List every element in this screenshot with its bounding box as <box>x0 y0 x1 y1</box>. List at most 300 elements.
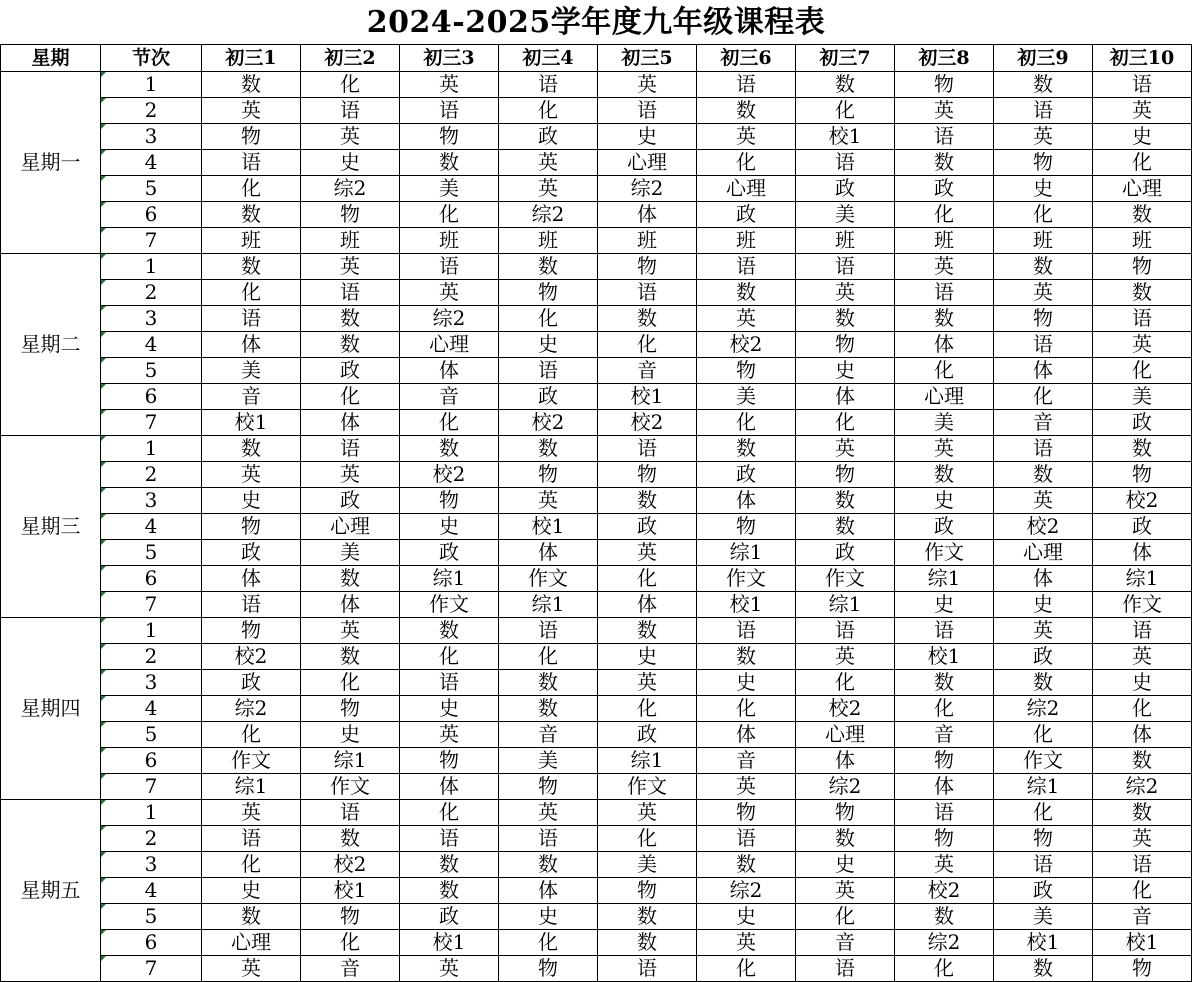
period-number: 1 <box>101 618 202 644</box>
subject-cell: 物 <box>202 124 301 150</box>
subject-cell: 校1 <box>499 514 598 540</box>
period-number: 3 <box>101 124 202 150</box>
subject-cell: 语 <box>598 956 697 982</box>
subject-cell: 校1 <box>400 930 499 956</box>
subject-cell: 数 <box>301 566 400 592</box>
subject-cell: 数 <box>598 930 697 956</box>
subject-cell: 史 <box>697 670 796 696</box>
table-row <box>1 98 1192 124</box>
subject-cell: 语 <box>400 254 499 280</box>
subject-cell: 化 <box>400 800 499 826</box>
subject-cell: 校2 <box>895 878 994 904</box>
subject-cell: 校1 <box>301 878 400 904</box>
table-row <box>1 306 1192 332</box>
subject-cell: 体 <box>400 358 499 384</box>
period-number: 3 <box>101 306 202 332</box>
subject-cell: 体 <box>697 722 796 748</box>
subject-cell: 语 <box>202 306 301 332</box>
period-number: 6 <box>101 748 202 774</box>
subject-cell: 语 <box>895 124 994 150</box>
subject-cell: 校2 <box>301 852 400 878</box>
subject-cell: 数 <box>796 72 895 98</box>
day-label: 星期四 <box>1 618 101 800</box>
subject-cell: 班 <box>895 228 994 254</box>
subject-cell: 物 <box>895 72 994 98</box>
header-class: 初三2 <box>301 45 400 72</box>
subject-cell: 综2 <box>202 696 301 722</box>
subject-cell: 化 <box>697 410 796 436</box>
subject-cell: 校1 <box>697 592 796 618</box>
subject-cell: 美 <box>697 384 796 410</box>
table-row <box>1 696 1192 722</box>
period-number: 1 <box>101 254 202 280</box>
subject-cell: 综1 <box>994 774 1093 800</box>
subject-cell: 数 <box>895 306 994 332</box>
subject-cell: 物 <box>202 514 301 540</box>
subject-cell: 心理 <box>994 540 1093 566</box>
header-class: 初三1 <box>202 45 301 72</box>
subject-cell: 数 <box>994 670 1093 696</box>
period-number: 4 <box>101 878 202 904</box>
subject-cell: 语 <box>598 98 697 124</box>
subject-cell: 化 <box>301 72 400 98</box>
subject-cell: 班 <box>301 228 400 254</box>
subject-cell: 化 <box>499 644 598 670</box>
period-number: 2 <box>101 826 202 852</box>
subject-cell: 数 <box>994 254 1093 280</box>
subject-cell: 化 <box>1093 696 1192 722</box>
subject-cell: 美 <box>1093 384 1192 410</box>
subject-cell: 体 <box>895 774 994 800</box>
subject-cell: 音 <box>796 930 895 956</box>
subject-cell: 政 <box>1093 514 1192 540</box>
subject-cell: 作文 <box>697 566 796 592</box>
subject-cell: 英 <box>598 540 697 566</box>
subject-cell: 化 <box>202 852 301 878</box>
subject-cell: 英 <box>994 618 1093 644</box>
subject-cell: 班 <box>697 228 796 254</box>
subject-cell: 语 <box>994 436 1093 462</box>
subject-cell: 化 <box>202 722 301 748</box>
subject-cell: 语 <box>499 618 598 644</box>
period-number: 6 <box>101 566 202 592</box>
subject-cell: 综2 <box>400 306 499 332</box>
subject-cell: 体 <box>499 540 598 566</box>
subject-cell: 物 <box>895 826 994 852</box>
header-row <box>1 45 1192 72</box>
header-class: 初三7 <box>796 45 895 72</box>
subject-cell: 语 <box>697 254 796 280</box>
subject-cell: 英 <box>796 644 895 670</box>
subject-cell: 物 <box>301 202 400 228</box>
subject-cell: 物 <box>1093 462 1192 488</box>
subject-cell: 体 <box>994 566 1093 592</box>
subject-cell: 校1 <box>994 930 1093 956</box>
subject-cell: 化 <box>598 566 697 592</box>
subject-cell: 数 <box>697 280 796 306</box>
subject-cell: 物 <box>499 774 598 800</box>
subject-cell: 语 <box>994 852 1093 878</box>
subject-cell: 物 <box>598 462 697 488</box>
subject-cell: 物 <box>400 488 499 514</box>
subject-cell: 体 <box>1093 722 1192 748</box>
period-number: 1 <box>101 800 202 826</box>
subject-cell: 物 <box>1093 254 1192 280</box>
table-row <box>1 670 1192 696</box>
timetable <box>0 44 1192 982</box>
subject-cell: 数 <box>499 852 598 878</box>
subject-cell: 史 <box>796 358 895 384</box>
subject-cell: 语 <box>499 72 598 98</box>
subject-cell: 化 <box>994 722 1093 748</box>
period-number: 7 <box>101 228 202 254</box>
table-row <box>1 722 1192 748</box>
subject-cell: 政 <box>598 722 697 748</box>
subject-cell: 英 <box>895 98 994 124</box>
subject-cell: 史 <box>499 332 598 358</box>
subject-cell: 英 <box>994 124 1093 150</box>
period-number: 4 <box>101 150 202 176</box>
subject-cell: 物 <box>598 254 697 280</box>
subject-cell: 语 <box>400 670 499 696</box>
subject-cell: 数 <box>697 98 796 124</box>
header-class: 初三9 <box>994 45 1093 72</box>
subject-cell: 数 <box>202 202 301 228</box>
subject-cell: 语 <box>796 956 895 982</box>
subject-cell: 物 <box>697 800 796 826</box>
subject-cell: 语 <box>202 150 301 176</box>
subject-cell: 作文 <box>994 748 1093 774</box>
subject-cell: 语 <box>499 358 598 384</box>
subject-cell: 英 <box>400 722 499 748</box>
subject-cell: 英 <box>697 306 796 332</box>
subject-cell: 化 <box>994 384 1093 410</box>
subject-cell: 化 <box>400 410 499 436</box>
subject-cell: 物 <box>796 800 895 826</box>
header-day: 星期 <box>1 45 101 72</box>
subject-cell: 体 <box>796 384 895 410</box>
subject-cell: 校1 <box>202 410 301 436</box>
table-row <box>1 332 1192 358</box>
subject-cell: 综1 <box>1093 566 1192 592</box>
subject-cell: 数 <box>697 644 796 670</box>
table-row <box>1 592 1192 618</box>
subject-cell: 化 <box>697 150 796 176</box>
subject-cell: 化 <box>1093 150 1192 176</box>
subject-cell: 政 <box>499 384 598 410</box>
subject-cell: 语 <box>697 72 796 98</box>
subject-cell: 综2 <box>895 930 994 956</box>
subject-cell: 班 <box>202 228 301 254</box>
subject-cell: 史 <box>697 904 796 930</box>
subject-cell: 语 <box>994 332 1093 358</box>
table-row <box>1 410 1192 436</box>
subject-cell: 英 <box>598 800 697 826</box>
subject-cell: 化 <box>400 202 499 228</box>
subject-cell: 音 <box>202 384 301 410</box>
subject-cell: 化 <box>499 930 598 956</box>
table-row <box>1 644 1192 670</box>
subject-cell: 化 <box>895 358 994 384</box>
subject-cell: 作文 <box>301 774 400 800</box>
subject-cell: 校2 <box>994 514 1093 540</box>
subject-cell: 心理 <box>400 332 499 358</box>
subject-cell: 数 <box>697 852 796 878</box>
subject-cell: 综2 <box>994 696 1093 722</box>
period-number: 5 <box>101 358 202 384</box>
period-number: 5 <box>101 722 202 748</box>
subject-cell: 综2 <box>499 202 598 228</box>
subject-cell: 数 <box>400 878 499 904</box>
period-number: 3 <box>101 670 202 696</box>
subject-cell: 体 <box>499 878 598 904</box>
subject-cell: 体 <box>202 566 301 592</box>
subject-cell: 英 <box>796 878 895 904</box>
subject-cell: 语 <box>994 98 1093 124</box>
subject-cell: 史 <box>796 852 895 878</box>
subject-cell: 音 <box>499 722 598 748</box>
subject-cell: 政 <box>301 488 400 514</box>
subject-cell: 美 <box>202 358 301 384</box>
subject-cell: 化 <box>598 332 697 358</box>
subject-cell: 综2 <box>301 176 400 202</box>
subject-cell: 校2 <box>796 696 895 722</box>
period-number: 4 <box>101 332 202 358</box>
subject-cell: 英 <box>1093 98 1192 124</box>
subject-cell: 英 <box>301 254 400 280</box>
subject-cell: 政 <box>796 176 895 202</box>
page-title: 2024-2025学年度九年级课程表 <box>366 5 826 40</box>
subject-cell: 史 <box>994 592 1093 618</box>
subject-cell: 史 <box>895 592 994 618</box>
subject-cell: 化 <box>499 306 598 332</box>
subject-cell: 语 <box>697 826 796 852</box>
subject-cell: 数 <box>400 852 499 878</box>
subject-cell: 校2 <box>400 462 499 488</box>
subject-cell: 英 <box>301 462 400 488</box>
subject-cell: 英 <box>499 150 598 176</box>
table-row <box>1 618 1192 644</box>
period-number: 7 <box>101 774 202 800</box>
subject-cell: 语 <box>697 618 796 644</box>
subject-cell: 美 <box>994 904 1093 930</box>
table-row <box>1 774 1192 800</box>
subject-cell: 校2 <box>499 410 598 436</box>
subject-cell: 化 <box>796 670 895 696</box>
subject-cell: 物 <box>994 150 1093 176</box>
subject-cell: 心理 <box>598 150 697 176</box>
header-period: 节次 <box>101 45 202 72</box>
subject-cell: 数 <box>1093 436 1192 462</box>
subject-cell: 物 <box>994 826 1093 852</box>
subject-cell: 英 <box>400 956 499 982</box>
timetable-body <box>1 72 1192 982</box>
period-number: 2 <box>101 644 202 670</box>
subject-cell: 化 <box>697 956 796 982</box>
subject-cell: 美 <box>499 748 598 774</box>
subject-cell: 语 <box>1093 618 1192 644</box>
period-number: 2 <box>101 462 202 488</box>
subject-cell: 物 <box>301 904 400 930</box>
subject-cell: 英 <box>1093 826 1192 852</box>
table-row <box>1 566 1192 592</box>
subject-cell: 音 <box>1093 904 1192 930</box>
subject-cell: 综1 <box>895 566 994 592</box>
subject-cell: 作文 <box>499 566 598 592</box>
subject-cell: 英 <box>796 280 895 306</box>
day-label: 星期二 <box>1 254 101 436</box>
subject-cell: 英 <box>202 98 301 124</box>
table-row <box>1 748 1192 774</box>
subject-cell: 数 <box>301 306 400 332</box>
subject-cell: 数 <box>697 436 796 462</box>
subject-cell: 史 <box>400 696 499 722</box>
subject-cell: 班 <box>994 228 1093 254</box>
period-number: 1 <box>101 72 202 98</box>
table-row <box>1 878 1192 904</box>
subject-cell: 化 <box>598 696 697 722</box>
subject-cell: 化 <box>697 696 796 722</box>
subject-cell: 语 <box>301 436 400 462</box>
subject-cell: 物 <box>400 748 499 774</box>
subject-cell: 语 <box>796 618 895 644</box>
subject-cell: 政 <box>400 904 499 930</box>
period-number: 7 <box>101 956 202 982</box>
subject-cell: 音 <box>598 358 697 384</box>
subject-cell: 美 <box>598 852 697 878</box>
subject-cell: 体 <box>301 592 400 618</box>
subject-cell: 史 <box>301 722 400 748</box>
day-label: 星期三 <box>1 436 101 618</box>
subject-cell: 化 <box>796 904 895 930</box>
subject-cell: 作文 <box>796 566 895 592</box>
subject-cell: 史 <box>994 176 1093 202</box>
subject-cell: 物 <box>499 280 598 306</box>
subject-cell: 音 <box>994 410 1093 436</box>
table-row <box>1 384 1192 410</box>
subject-cell: 史 <box>499 904 598 930</box>
subject-cell: 美 <box>400 176 499 202</box>
subject-cell: 数 <box>499 696 598 722</box>
subject-cell: 政 <box>895 514 994 540</box>
subject-cell: 班 <box>499 228 598 254</box>
subject-cell: 语 <box>400 98 499 124</box>
period-number: 6 <box>101 930 202 956</box>
day-label: 星期一 <box>1 72 101 254</box>
subject-cell: 数 <box>895 150 994 176</box>
period-number: 7 <box>101 592 202 618</box>
period-number: 5 <box>101 904 202 930</box>
subject-cell: 物 <box>202 618 301 644</box>
subject-cell: 语 <box>895 280 994 306</box>
subject-cell: 英 <box>796 436 895 462</box>
subject-cell: 史 <box>598 124 697 150</box>
subject-cell: 语 <box>1093 306 1192 332</box>
subject-cell: 数 <box>598 904 697 930</box>
subject-cell: 物 <box>796 462 895 488</box>
subject-cell: 综2 <box>697 878 796 904</box>
subject-cell: 物 <box>499 462 598 488</box>
subject-cell: 语 <box>796 150 895 176</box>
subject-cell: 体 <box>697 488 796 514</box>
subject-cell: 班 <box>400 228 499 254</box>
subject-cell: 音 <box>301 956 400 982</box>
subject-cell: 体 <box>301 410 400 436</box>
table-row <box>1 254 1192 280</box>
period-number: 5 <box>101 540 202 566</box>
subject-cell: 政 <box>202 670 301 696</box>
header-class: 初三5 <box>598 45 697 72</box>
subject-cell: 英 <box>499 488 598 514</box>
subject-cell: 政 <box>202 540 301 566</box>
subject-cell: 综1 <box>202 774 301 800</box>
subject-cell: 语 <box>598 280 697 306</box>
subject-cell: 综2 <box>598 176 697 202</box>
subject-cell: 体 <box>598 592 697 618</box>
subject-cell: 数 <box>796 514 895 540</box>
subject-cell: 美 <box>301 540 400 566</box>
subject-cell: 综1 <box>400 566 499 592</box>
subject-cell: 语 <box>400 826 499 852</box>
subject-cell: 史 <box>202 878 301 904</box>
subject-cell: 校1 <box>796 124 895 150</box>
subject-cell: 物 <box>400 124 499 150</box>
subject-cell: 语 <box>1093 72 1192 98</box>
subject-cell: 数 <box>994 72 1093 98</box>
table-row <box>1 956 1192 982</box>
subject-cell: 体 <box>796 748 895 774</box>
subject-cell: 化 <box>994 202 1093 228</box>
subject-cell: 史 <box>895 488 994 514</box>
period-number: 2 <box>101 280 202 306</box>
subject-cell: 语 <box>202 592 301 618</box>
subject-cell: 英 <box>697 124 796 150</box>
subject-cell: 史 <box>202 488 301 514</box>
subject-cell: 化 <box>1093 878 1192 904</box>
table-row <box>1 800 1192 826</box>
table-row <box>1 540 1192 566</box>
subject-cell: 物 <box>994 306 1093 332</box>
subject-cell: 数 <box>400 436 499 462</box>
subject-cell: 物 <box>598 878 697 904</box>
subject-cell: 数 <box>895 670 994 696</box>
subject-cell: 英 <box>301 124 400 150</box>
subject-cell: 化 <box>895 202 994 228</box>
subject-cell: 语 <box>895 618 994 644</box>
subject-cell: 史 <box>301 150 400 176</box>
subject-cell: 英 <box>895 436 994 462</box>
subject-cell: 化 <box>598 826 697 852</box>
subject-cell: 数 <box>1093 748 1192 774</box>
subject-cell: 校2 <box>697 332 796 358</box>
subject-cell: 化 <box>994 800 1093 826</box>
subject-cell: 数 <box>796 306 895 332</box>
subject-cell: 政 <box>697 202 796 228</box>
subject-cell: 史 <box>1093 670 1192 696</box>
subject-cell: 音 <box>895 722 994 748</box>
subject-cell: 心理 <box>796 722 895 748</box>
period-number: 1 <box>101 436 202 462</box>
period-number: 7 <box>101 410 202 436</box>
subject-cell: 政 <box>994 644 1093 670</box>
subject-cell: 作文 <box>1093 592 1192 618</box>
subject-cell: 物 <box>697 514 796 540</box>
subject-cell: 物 <box>301 696 400 722</box>
subject-cell: 化 <box>796 98 895 124</box>
subject-cell: 综1 <box>796 592 895 618</box>
subject-cell: 数 <box>499 436 598 462</box>
subject-cell: 语 <box>895 800 994 826</box>
